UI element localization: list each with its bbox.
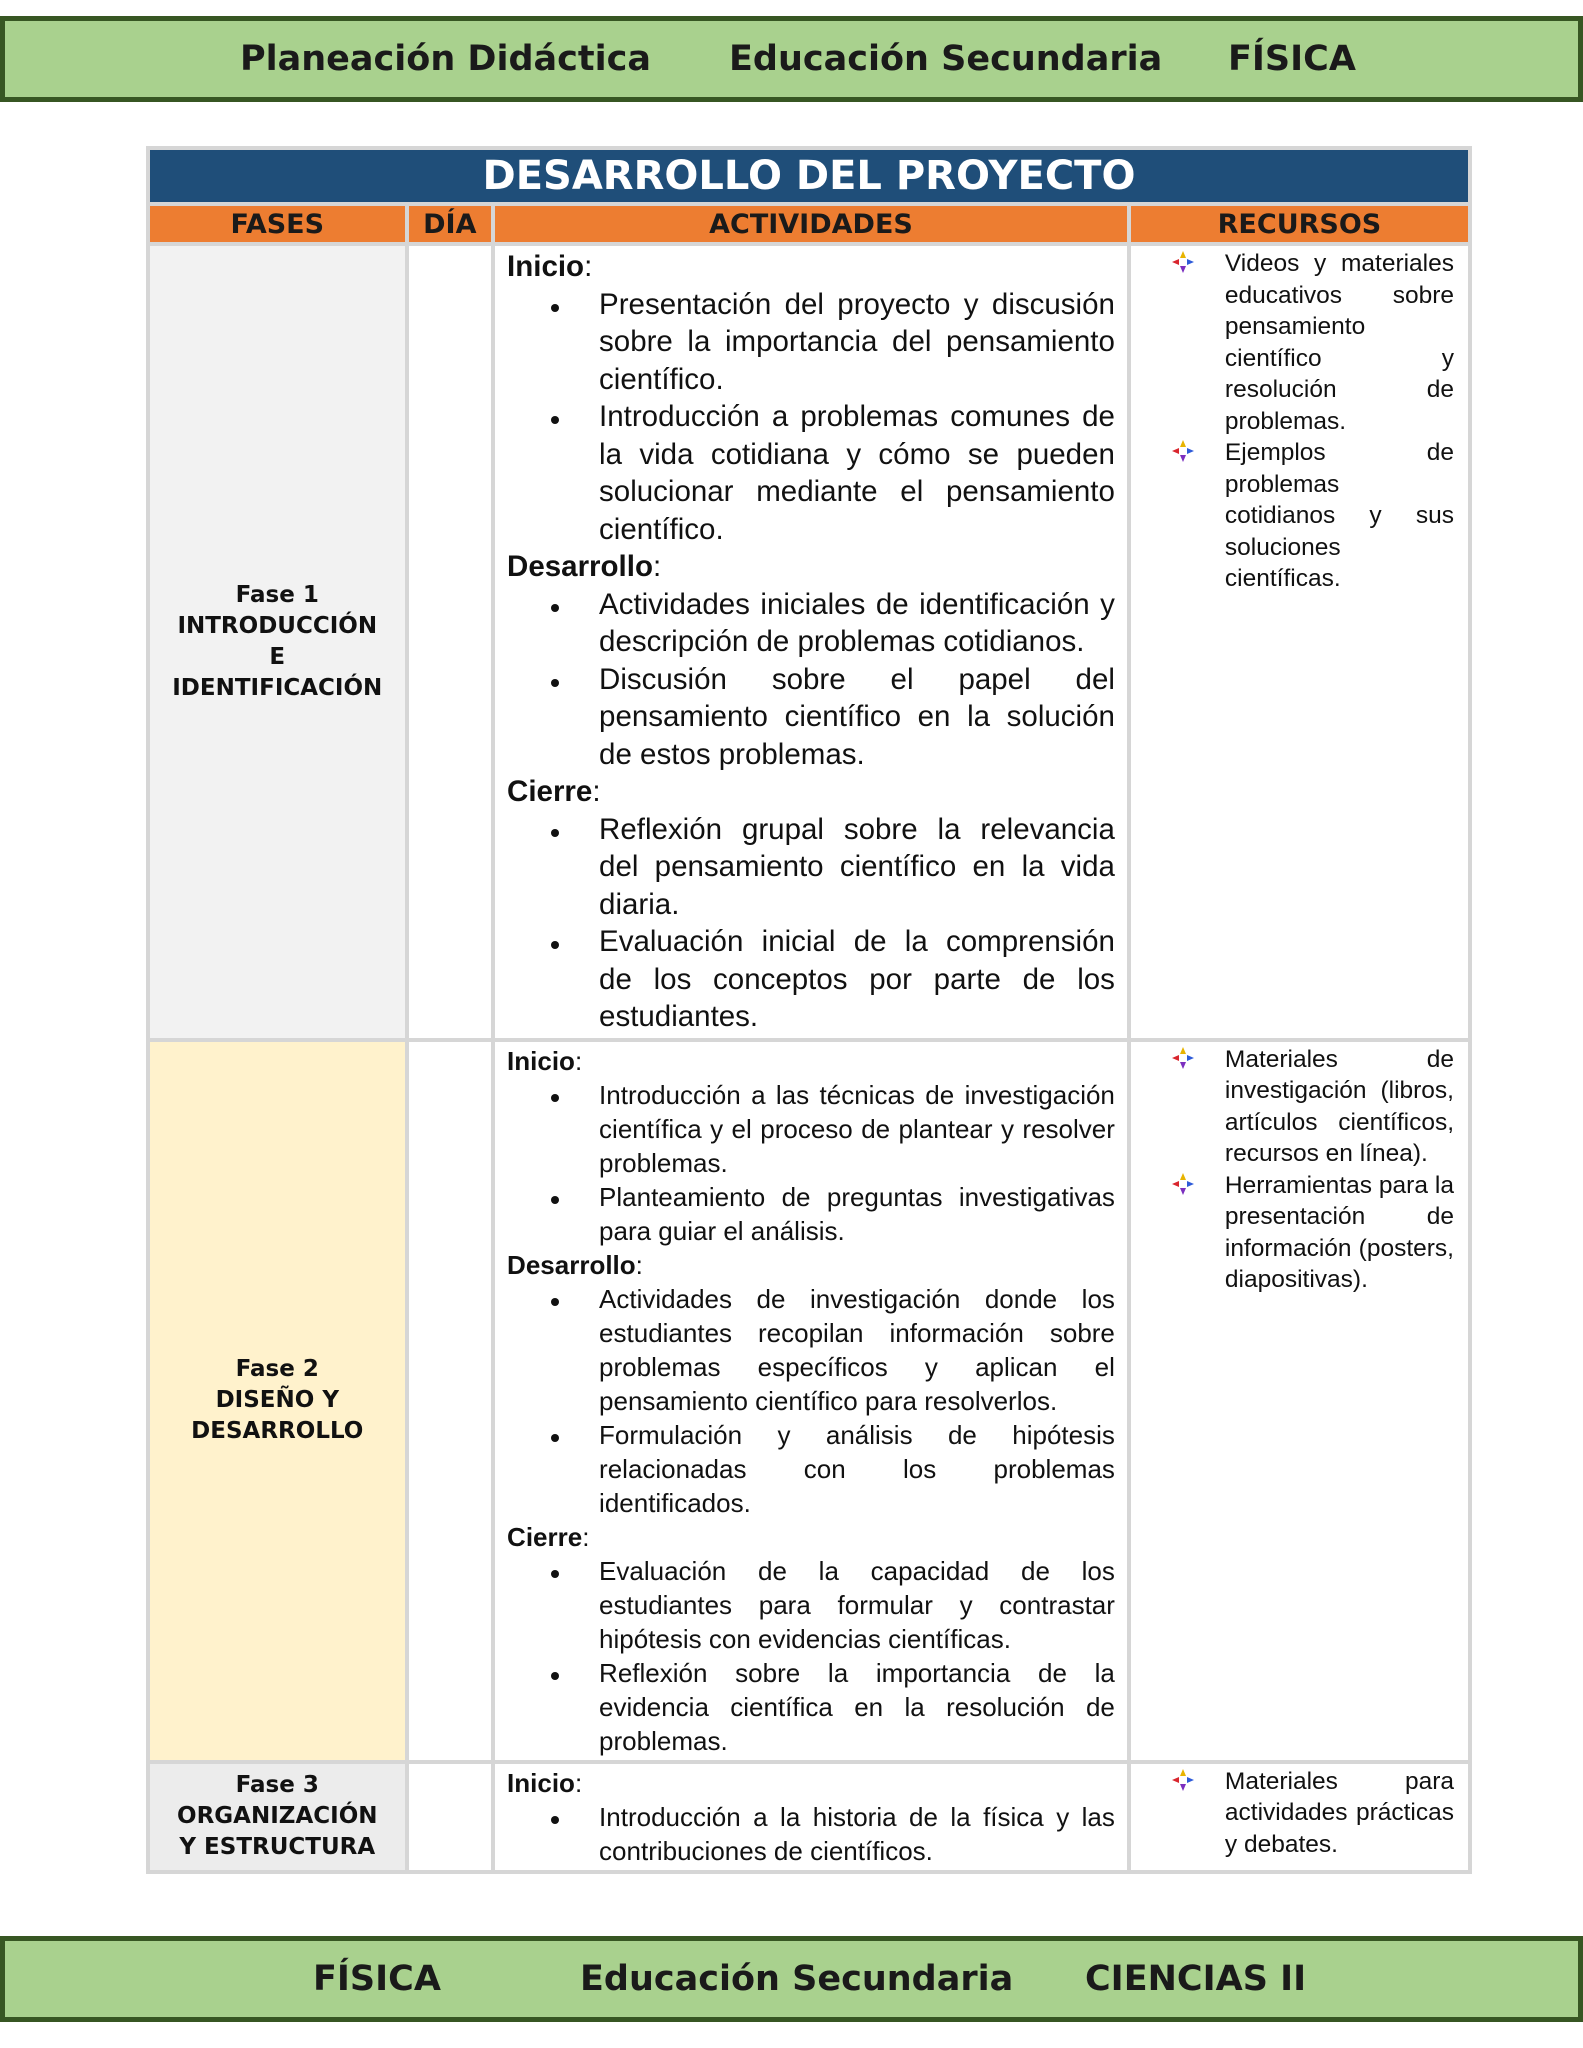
phase-cell [150, 1042, 405, 1760]
list-item: Planteamiento de preguntas investigativas para guiar el análisis. [599, 1181, 1115, 1246]
project-development-table [146, 146, 1472, 1874]
phase-name: ORGANIZACIÓN [177, 1803, 378, 1829]
list-item: Evaluación inicial de la comprensión de los conceptos por parte de los estudiantes. [599, 923, 1115, 1036]
day-cell [409, 246, 492, 1038]
footer-center-text: Educación Secundaria [580, 1959, 1014, 1999]
list-item: Ejemplos de problemas cotidianos y sus soluciones científicas. [1225, 437, 1454, 595]
list-item: Actividades de investigación donde los estudiantes recopilan información sobre problemas específicos y aplican el pensamiento científico para resolverlos. [599, 1283, 1115, 1416]
section-heading: Inicio: [507, 250, 593, 283]
four-color-arrow-bullet-icon [1171, 439, 1195, 463]
activities-cell [495, 1042, 1127, 1760]
list-item: Discusión sobre el papel del pensamiento científico en la solución de estos problemas. [599, 661, 1115, 774]
phase-name: E [269, 643, 286, 670]
table-title: DESARROLLO DEL PROYECTO [150, 150, 1468, 202]
table-row [150, 1764, 1468, 1870]
list-item: Actividades iniciales de identificación y descripción de problemas cotidianos. [599, 586, 1115, 661]
list-item: Introducción a la historia de la física y las contribuciones de científicos. [599, 1801, 1115, 1866]
resources-cell [1131, 1042, 1468, 1760]
phase-name: DISEÑO Y [215, 1387, 339, 1413]
column-header-recursos: RECURSOS [1131, 206, 1468, 242]
header-right-text: FÍSICA [1228, 39, 1356, 79]
list-item: Videos y materiales educativos sobre pensamiento científico y resolución de problemas. [1225, 248, 1454, 437]
resources-cell [1131, 246, 1468, 1038]
day-cell [409, 1764, 492, 1870]
section-heading: Inicio: [507, 1045, 583, 1076]
header-left-text: Planeación Didáctica [240, 39, 651, 79]
four-color-arrow-bullet-icon [1171, 250, 1195, 274]
list-item: Reflexión grupal sobre la relevancia del pensamiento científico en la vida diaria. [599, 811, 1115, 924]
footer-banner [0, 1936, 1583, 2022]
list-item: Evaluación de la capacidad de los estudiantes para formular y contrastar hipótesis con evidencias científicas. [599, 1555, 1115, 1654]
column-header-dia: DÍA [409, 206, 492, 242]
four-color-arrow-bullet-icon [1171, 1172, 1195, 1196]
header-center-text: Educación Secundaria [729, 39, 1163, 79]
list-item: Introducción a las técnicas de investigación científica y el proceso de plantear y resolver problemas. [599, 1079, 1115, 1178]
list-item: Reflexión sobre la importancia de la evidencia científica en la resolución de problemas. [599, 1657, 1115, 1756]
four-color-arrow-bullet-icon [1171, 1768, 1195, 1792]
list-item: Introducción a problemas comunes de la vida cotidiana y cómo se pueden solucionar mediante el pensamiento científico. [599, 398, 1115, 548]
phase-label: Fase 1 [235, 581, 319, 608]
section-heading: Cierre: [507, 1521, 590, 1552]
phase-cell [150, 1764, 405, 1870]
section-heading: Cierre: [507, 775, 601, 808]
list-item: Herramientas para la presentación de información (posters, diapositivas). [1225, 1170, 1454, 1296]
phase-name: INTRODUCCIÓN [177, 612, 378, 639]
table-row [150, 246, 1468, 1038]
day-cell [409, 1042, 492, 1760]
footer-right-text: CIENCIAS II [1085, 1959, 1307, 1999]
phase-name: IDENTIFICACIÓN [172, 674, 383, 701]
phase-label: Fase 2 [235, 1356, 319, 1382]
list-item: Materiales para actividades prácticas y debates. [1225, 1766, 1454, 1861]
resources-cell [1131, 1764, 1468, 1870]
header-banner [0, 16, 1583, 102]
table-row [150, 1042, 1468, 1760]
phase-cell [150, 246, 405, 1038]
phase-name: DESARROLLO [191, 1418, 364, 1444]
column-header-actividades: ACTIVIDADES [495, 206, 1127, 242]
phase-name: Y ESTRUCTURA [179, 1834, 376, 1860]
phase-label: Fase 3 [235, 1772, 319, 1798]
list-item: Presentación del proyecto y discusión sobre la importancia del pensamiento científico. [599, 286, 1115, 399]
list-item: Formulación y análisis de hipótesis relacionadas con los problemas identificados. [599, 1419, 1115, 1518]
section-heading: Desarrollo: [507, 1249, 643, 1280]
section-heading: Inicio: [507, 1767, 583, 1798]
footer-left-text: FÍSICA [313, 1959, 441, 1999]
activities-cell [495, 1764, 1127, 1870]
four-color-arrow-bullet-icon [1171, 1046, 1195, 1070]
activities-cell [495, 246, 1127, 1038]
list-item: Materiales de investigación (libros, artículos científicos, recursos en línea). [1225, 1044, 1454, 1170]
section-heading: Desarrollo: [507, 550, 662, 583]
column-header-fases: FASES [150, 206, 405, 242]
